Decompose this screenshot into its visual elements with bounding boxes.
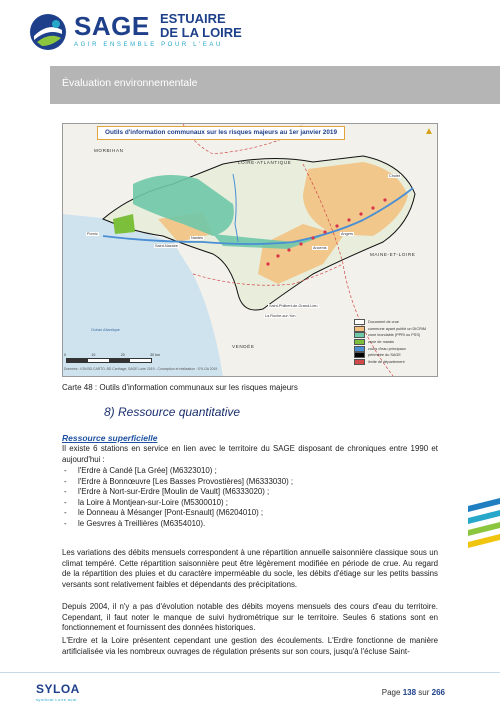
scale-tick: 10 <box>91 353 96 357</box>
legend-swatch <box>354 346 365 352</box>
section-title: Évaluation environnementale <box>62 77 198 89</box>
legend-label: limite de département <box>368 359 405 364</box>
legend-row <box>354 339 436 346</box>
paragraph-gestion: L'Erdre et la Loire présentent cependant une gestion des écoulements. L'Erdre fonctionne de manière artificialisée via les nombreux ouvrages de régulation présents sur son cours, jusqu'à l'écluse Saint- <box>62 636 438 656</box>
list-item: - l'Erdre à Nort-sur-Erdre [Moulin de Vault] (M6333020) ; <box>62 487 438 498</box>
legend-label: périmètre du SAGE <box>368 353 401 358</box>
legend-row <box>354 352 436 359</box>
legend-swatch <box>354 326 365 332</box>
legend-label: zone inondable (PPRI ou PSS) <box>368 333 421 338</box>
town-label-saint-philbert: Saint-Philbert-de-Grand-Lieu <box>269 304 318 308</box>
legend-row <box>354 326 436 333</box>
town-label-ancenis: Ancenis <box>313 246 327 250</box>
footer-divider <box>0 672 500 673</box>
map-caption: Carte 48 : Outils d'information communaux sur les risques majeurs <box>62 383 298 392</box>
paragraph-variations: Les variations des débits mensuels correspondent à une répartition annuelle saisonnière classique sous un climat tempéré. Cette répartition saisonnière peut être légèrement modifiée en période de crue. Au regard de la répartition des pluies et du caractère imperméable du socle, les débits d'étiage sur les petits bassins versants sont relativement faibles et dépendants des précipitations. <box>62 548 438 589</box>
page-header <box>0 0 500 62</box>
legend-label: commune ayant publié un DICRIM <box>368 326 427 331</box>
legend-swatch <box>354 339 365 345</box>
legend-row <box>354 332 436 339</box>
scale-tick: 20 <box>120 353 125 357</box>
scale-tick: 30 km <box>150 353 160 357</box>
map-title: Outils d'information communaux sur les risques majeurs au 1er janvier 2019 <box>97 126 345 140</box>
legend-row <box>354 319 436 326</box>
legend-label: zone de marais <box>368 340 394 345</box>
station-list <box>62 466 438 530</box>
town-label-la-roche: La Roche-sur-Yon <box>265 314 296 318</box>
region-label-maine-et-loire: MAINE-ET-LOIRE <box>370 252 416 257</box>
page-total: 266 <box>431 688 445 697</box>
legend-row <box>354 345 436 352</box>
region-label-morbihan: MORBIHAN <box>94 148 124 153</box>
footer-logo-text: SYLOA <box>36 682 80 696</box>
legend-swatch <box>354 332 365 338</box>
map-scale-numbers <box>64 353 160 357</box>
legend-row <box>354 359 436 366</box>
sea-label: Océan Atlantique <box>91 328 120 332</box>
town-label-cholet: Cholet <box>389 174 400 178</box>
page-number <box>382 688 445 697</box>
footer-logo-tagline: syndicat Loire aval <box>36 697 77 702</box>
town-label-pornic: Pornic <box>87 232 98 236</box>
page-current: 138 <box>402 688 417 697</box>
list-item: - le Donneau à Mésanger [Pont-Esnault] (M6204010) ; <box>62 508 438 519</box>
map-legend <box>354 319 436 365</box>
list-item: - le Gesvres à Treillières (M6354010). <box>62 519 438 530</box>
town-label-nantes: Nantes <box>191 236 204 240</box>
north-arrow-icon: ▲ <box>424 126 434 137</box>
region-label-loire-atlantique: LOIRE-ATLANTIQUE <box>238 160 292 165</box>
decorative-stripes-icon <box>468 496 500 556</box>
paragraph-intro: Il existe 6 stations en service en lien avec le territoire du SAGE disposant de chroniques entre 1990 et aujourd'hui : <box>62 444 438 464</box>
section-heading: 8) Ressource quantitative <box>104 405 241 419</box>
map-scale-bar <box>66 358 152 363</box>
legend-swatch <box>354 319 365 325</box>
list-item: - la Loire à Montjean-sur-Loire (M5300010) ; <box>62 498 438 509</box>
legend-label: Document de crue <box>368 320 400 325</box>
list-item: - l'Erdre à Candé [La Grée] (M6323010) ; <box>62 466 438 477</box>
town-label-angers: Angers <box>341 232 354 236</box>
region-label-vendee: VENDÉE <box>232 344 255 349</box>
logo-estuaire-text: ESTUAIRE <box>160 11 226 26</box>
town-label-saint-nazaire: Saint-Nazaire <box>155 244 179 248</box>
page-label: Page <box>381 688 401 697</box>
sage-logo-icon <box>28 12 68 52</box>
legend-swatch <box>354 352 365 358</box>
page-separator: sur <box>418 688 430 697</box>
logo-tagline: AGIR ENSEMBLE POUR L'EAU <box>74 42 223 48</box>
legend-label: cours d'eau principaux <box>368 346 406 351</box>
logo-sage-text: SAGE <box>74 11 150 41</box>
list-item: - l'Erdre à Bonnœuvre [Les Basses Provostières] (M6333030) ; <box>62 477 438 488</box>
scale-tick: 0 <box>64 353 66 357</box>
legend-swatch <box>354 359 365 365</box>
paragraph-evolution: Depuis 2004, il n'y a pas d'évolution notable des débits moyens mensuels des cours d'eau du territoire. Cependant, il faut noter le manque de suivi hydrométrique sur le territoire. Seules 6 stations sont en fonctionnement et fournissent des données historiques. <box>62 602 438 633</box>
logo-loire-text: DE LA LOIRE <box>160 25 242 40</box>
subsection-heading: Ressource superficielle <box>62 433 158 443</box>
map-source: Données : IGN BD CARTO, BD Carthage, SAGE Loire 2019 - Conception et réalisation : SYLOA 2019 <box>64 367 218 371</box>
